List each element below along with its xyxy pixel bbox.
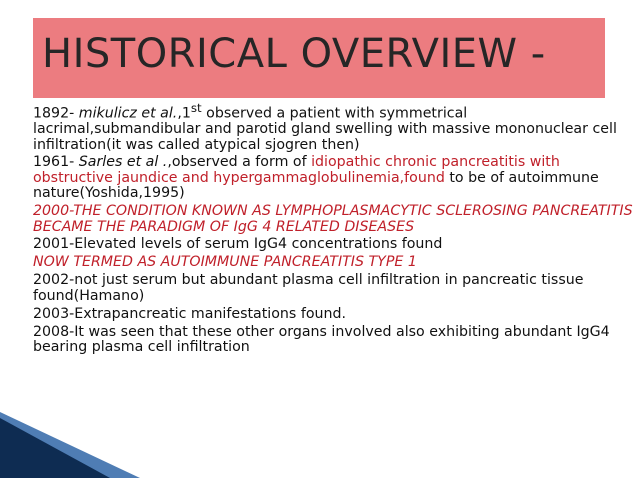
highlight-pancreatitis: idiopathic chronic pancreatitis with obstructive jaundice and hypergammaglobulinemia, [33, 154, 560, 186]
authors-mikulicz: mikulicz et al. [78, 105, 178, 122]
highlight-found: found [404, 169, 445, 186]
authors-sarles: Sarles et al . [78, 154, 168, 171]
paragraph-1961-text: to be of autoimmune nature(Yoshida,1995) [33, 169, 599, 202]
paragraph-2001: 2001-Elevated levels of serum IgG4 concentrations found [33, 236, 443, 253]
paragraph-2008: 2008-It was seen that these other organs involved also exhibiting abundant IgG4 bearing plasma cell infiltration [33, 323, 610, 355]
paragraph-2000: 2000-THE CONDITION KNOWN AS LYMPHOPLASMACYTIC SCLEROSING PANCREATITIS BECAME THE PARADIGM OF IgG 4 RELATED DISEASES [33, 203, 633, 235]
slide-body [33, 101, 633, 358]
slide-title: HISTORICAL OVERVIEW - [42, 31, 546, 77]
paragraph-1961 [33, 155, 633, 201]
paragraph-aip-type1: NOW TERMED AS AUTOIMMUNE PANCREATITIS TYPE 1 [33, 254, 417, 271]
paragraph-1892-text: observed a patient with symmetrical lacrimal,submandibular and parotid gland swelling with massive mononuclear cell infiltration(it was called atypical sjogren then) [33, 105, 617, 153]
paragraph-1892 [33, 101, 633, 153]
ordinal-suffix: st [190, 101, 202, 115]
paragraph-2002: 2002-not just serum but abundant plasma cell infiltration in pancreatic tissue found(Hamano) [33, 272, 584, 304]
year-1961: 1961- [33, 154, 79, 171]
corner-dark-wedge [0, 418, 110, 478]
year-1892: 1892- [33, 105, 79, 122]
paragraph-2003: 2003-Extrapancreatic manifestations found. [33, 305, 346, 322]
ordinal-number: ,1 [177, 105, 191, 122]
corner-decoration [0, 398, 140, 478]
paragraph-1961-middle: ,observed a form of [167, 154, 312, 171]
